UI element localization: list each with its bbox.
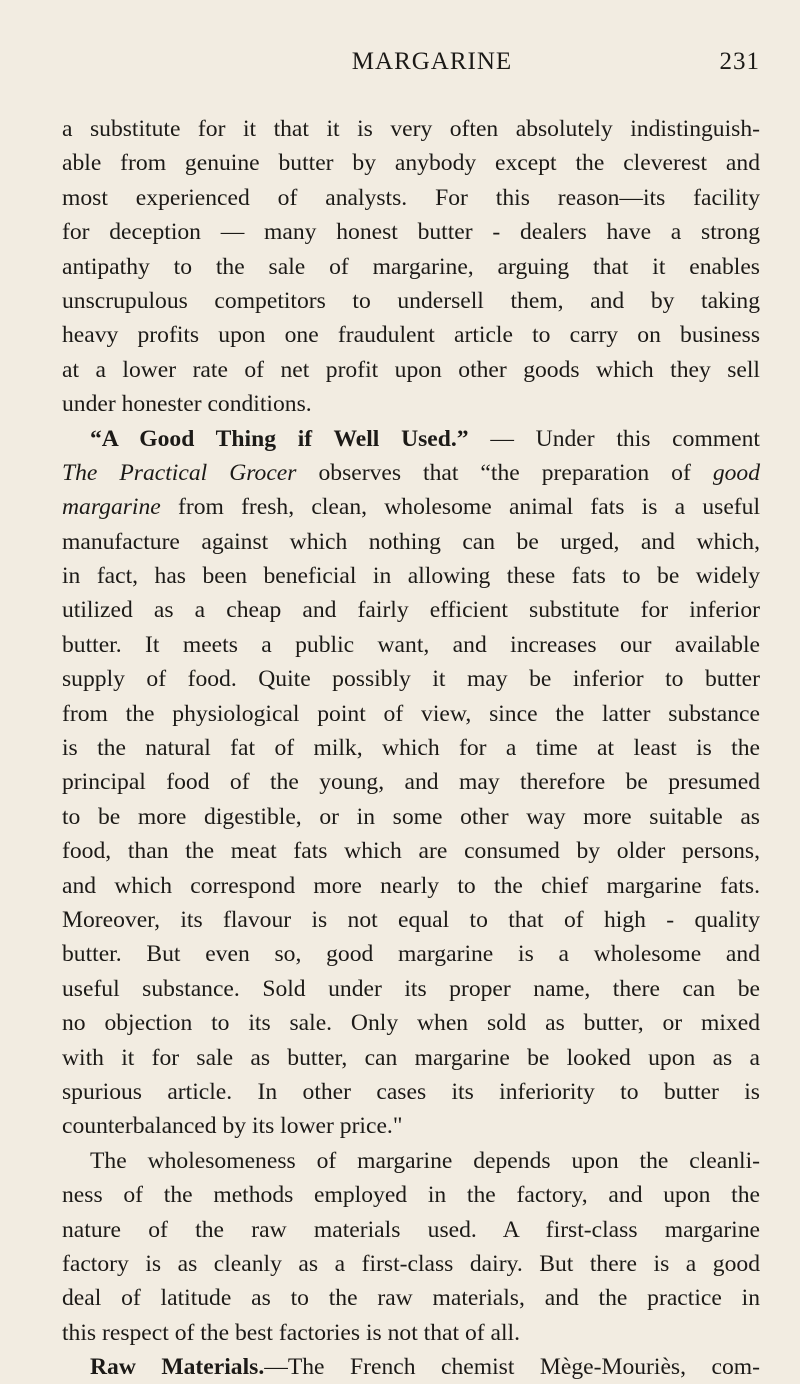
text-line: nature of the raw materials used. A first-class margarine	[62, 1216, 760, 1243]
text-line: counterbalanced by its lower price."	[62, 1113, 403, 1140]
text-line: spurious article. In other cases its inferiority to butter is	[62, 1078, 760, 1105]
text-line: useful substance. Sold under its proper name, there can be	[62, 975, 760, 1002]
text-span: —The French chemist Mège-Mouriès, com-	[264, 1354, 760, 1381]
text-line: The wholesomeness of margarine depends upon the cleanli-	[90, 1147, 760, 1174]
text-line: able from genuine butter by anybody except the cleverest and	[62, 150, 760, 177]
body-text	[62, 112, 760, 1384]
text-line: butter. But even so, good margarine is a wholesome and	[62, 941, 760, 968]
text-line: most experienced of analysts. For this reason—its facility	[62, 184, 760, 211]
chapter-title: MARGARINE	[351, 48, 513, 75]
text-line: is the natural fat of milk, which for a time at least is the	[62, 735, 760, 762]
text-line: utilized as a cheap and fairly efficient substitute for inferior	[62, 597, 760, 624]
text-line	[62, 422, 760, 456]
emphasis-text: good	[712, 459, 760, 486]
emphasis-text: margarine	[62, 494, 161, 521]
text-line: a substitute for it that it is very often absolutely indistinguish-	[62, 116, 760, 142]
text-line	[62, 1350, 760, 1384]
text-span: observes that “the preparation of	[296, 459, 713, 486]
text-line: ness of the methods employed in the factory, and upon the	[62, 1182, 760, 1209]
text-line: this respect of the best factories is not that of all.	[62, 1319, 520, 1346]
running-head	[62, 0, 760, 90]
text-line	[62, 456, 760, 490]
text-line: to be more digestible, or in some other way more suitable as	[62, 803, 760, 830]
text-line: no objection to its sale. Only when sold as butter, or mixed	[62, 1010, 760, 1037]
section-heading: Raw Materials.	[90, 1354, 265, 1381]
text-line: Moreover, its flavour is not equal to that of high - quality	[62, 906, 760, 933]
text-line: and which correspond more nearly to the chief margarine fats.	[62, 872, 760, 899]
text-line: factory is as cleanly as a first-class dairy. But there is a good	[62, 1250, 760, 1277]
text-line: in fact, has been beneficial in allowing these fats to be widely	[62, 563, 760, 590]
text-line: from the physiological point of view, since the latter substance	[62, 700, 760, 727]
section-heading: “A Good Thing if Well Used.”	[90, 425, 469, 452]
text-line: deal of latitude as to the raw materials, and the practice in	[62, 1285, 760, 1312]
text-line: food, than the meat fats which are consumed by older persons,	[62, 838, 760, 865]
text-line: butter. It meets a public want, and increases our available	[62, 631, 760, 658]
page-number: 231	[719, 48, 760, 75]
text-line: heavy profits upon one fraudulent article to carry on business	[62, 322, 760, 349]
text-span: — Under this comment	[468, 425, 760, 452]
text-line: principal food of the young, and may therefore be presumed	[62, 769, 760, 796]
text-line: at a lower rate of net profit upon other goods which they sell	[62, 356, 760, 383]
text-line: under honester conditions.	[62, 391, 312, 418]
text-line: manufacture against which nothing can be urged, and which,	[62, 528, 760, 555]
text-line: supply of food. Quite possibly it may be inferior to butter	[62, 666, 760, 693]
text-line: antipathy to the sale of margarine, arguing that it enables	[62, 253, 760, 280]
text-line: with it for sale as butter, can margarine be looked upon as a	[62, 1044, 760, 1071]
text-line: unscrupulous competitors to undersell them, and by taking	[62, 287, 760, 314]
text-line	[62, 490, 760, 524]
text-span: from fresh, clean, wholesome animal fats is a useful	[160, 494, 760, 521]
journal-title: The Practical Grocer	[62, 459, 297, 486]
text-line: for deception — many honest butter - dealers have a strong	[62, 219, 760, 246]
